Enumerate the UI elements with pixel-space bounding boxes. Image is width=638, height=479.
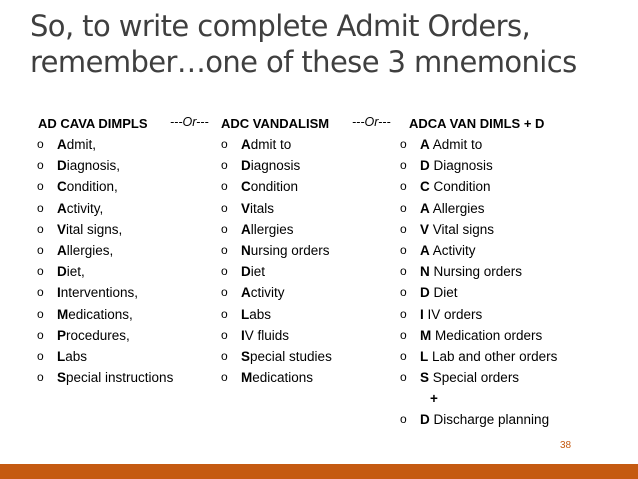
list-item: [400, 282, 557, 303]
list-item: [37, 219, 173, 240]
bullet-icon: o: [221, 221, 228, 236]
mnemonic-letter: S: [420, 370, 430, 386]
bullet-icon: o: [400, 285, 407, 300]
list-item: [37, 155, 173, 176]
mnemonic-letter: V: [420, 221, 430, 237]
mnemonic-letter: M: [420, 327, 432, 343]
list-item: [221, 261, 332, 282]
mnemonic-word: llergies,: [66, 242, 114, 258]
mnemonic-word: iet,: [66, 264, 85, 280]
mnemonic-word: dmit to: [250, 137, 292, 152]
list-item: [400, 346, 557, 367]
bullet-icon: o: [221, 200, 228, 215]
mnemonic-letter: A: [57, 242, 67, 258]
mnemonic-letter: A: [241, 221, 251, 237]
list-item: [400, 176, 557, 197]
mnemonic-letter: D: [420, 158, 430, 174]
list-item: [37, 346, 173, 367]
bullet-icon: o: [221, 242, 228, 257]
mnemonic-letter: D: [420, 285, 430, 301]
mnemonic-letter: S: [57, 370, 67, 386]
mnemonic-word: Medication orders: [431, 327, 543, 343]
list-item: [400, 198, 557, 219]
mnemonic-letter: M: [57, 306, 69, 322]
list-item: [37, 261, 173, 282]
mnemonic-letter: M: [241, 370, 253, 386]
mnemonic-column-ad-cava-dimpls: [38, 114, 173, 388]
plus-sign: +: [430, 391, 438, 407]
mnemonic-word: ctivity: [250, 285, 285, 301]
list-item: [400, 155, 557, 176]
mnemonic-word: Lab and other orders: [428, 348, 558, 364]
mnemonic-letter: N: [241, 242, 251, 258]
mnemonic-word: Discharge planning: [429, 412, 550, 428]
bullet-icon: o: [400, 200, 407, 215]
mnemonic-word: iagnosis: [250, 158, 301, 174]
column-heading: AD CAVA DIMPLS: [38, 116, 148, 131]
slide-title: So, to write complete Admit Orders, remember…one of these 3 mnemonics: [30, 9, 577, 79]
mnemonic-word: dmit,: [66, 137, 97, 152]
mnemonic-column-adca-van-dimls-d: [400, 114, 558, 431]
bullet-icon: o: [37, 327, 44, 342]
mnemonic-letter: D: [57, 158, 67, 174]
list-item: [37, 240, 173, 261]
column-heading: ADCA VAN DIMLS + D: [409, 116, 545, 131]
list-item: [221, 155, 332, 176]
mnemonic-letter: A: [57, 137, 67, 152]
mnemonic-letter: A: [420, 242, 430, 258]
bullet-icon: o: [37, 158, 44, 173]
bullet-icon: o: [221, 327, 228, 342]
bullet-icon: o: [37, 285, 44, 300]
list-item: [400, 261, 557, 282]
mnemonic-word: pecial instructions: [66, 370, 174, 386]
bullet-icon: o: [400, 370, 407, 385]
list-item: [400, 134, 557, 155]
mnemonic-letter: C: [241, 179, 251, 195]
mnemonic-word: Special orders: [429, 370, 520, 386]
bullet-icon: o: [221, 179, 228, 194]
list-item: [400, 409, 557, 430]
list-item: [400, 367, 557, 388]
bullet-icon: o: [400, 179, 407, 194]
mnemonic-letter: L: [241, 306, 250, 322]
bullet-icon: o: [221, 370, 228, 385]
list-item: [221, 240, 332, 261]
list-item: [400, 240, 557, 261]
mnemonic-word: nterventions,: [60, 285, 139, 301]
mnemonic-word: IV orders: [423, 306, 483, 322]
mnemonic-letter: C: [420, 179, 430, 195]
list-item: [221, 304, 332, 325]
list-item: [221, 282, 332, 303]
mnemonic-letter: A: [241, 137, 251, 152]
mnemonic-letter: L: [420, 348, 429, 364]
list-item: [400, 325, 557, 346]
or-separator: ---Or---: [170, 115, 209, 129]
list-item: [221, 346, 332, 367]
mnemonic-letter: A: [420, 200, 430, 216]
mnemonic-letter: L: [57, 348, 66, 364]
list-item: [37, 304, 173, 325]
mnemonic-letter: I: [57, 285, 61, 301]
mnemonic-word: Condition: [429, 179, 491, 195]
bullet-icon: o: [221, 348, 228, 363]
page-number: 38: [560, 440, 572, 451]
mnemonic-word: llergies: [250, 221, 294, 237]
mnemonic-letter: A: [57, 200, 67, 216]
mnemonic-word: abs: [249, 306, 272, 322]
bullet-icon: o: [400, 348, 407, 363]
mnemonic-letter: D: [420, 412, 430, 428]
bullet-icon: o: [400, 264, 407, 279]
mnemonic-letter: N: [420, 264, 430, 280]
mnemonic-word: iet: [250, 264, 266, 280]
mnemonic-word: ctivity,: [66, 200, 104, 216]
mnemonic-list: [400, 134, 557, 431]
mnemonic-word: itals: [250, 200, 275, 216]
list-item: [221, 176, 332, 197]
mnemonic-word: ursing orders: [250, 242, 330, 258]
mnemonic-letter: I: [420, 306, 424, 322]
mnemonic-word: ondition,: [66, 179, 118, 195]
mnemonic-letter: V: [241, 200, 251, 216]
list-item: [221, 367, 332, 388]
list-item: [37, 134, 173, 155]
bullet-icon: o: [37, 179, 44, 194]
mnemonic-word: Nursing orders: [429, 264, 523, 280]
column-heading: ADC VANDALISM: [221, 116, 330, 131]
bullet-icon: o: [400, 158, 407, 173]
bullet-icon: o: [400, 327, 407, 342]
bullet-icon: o: [221, 285, 228, 300]
mnemonic-word: Diagnosis: [429, 158, 493, 174]
bullet-icon: o: [37, 264, 44, 279]
bullet-icon: o: [221, 306, 228, 321]
list-item: [37, 325, 173, 346]
list-item: [221, 134, 332, 155]
mnemonic-letter: P: [57, 327, 67, 343]
list-item: [37, 367, 173, 388]
bullet-icon: o: [37, 242, 44, 257]
mnemonic-column-adc-vandalism: [221, 114, 332, 388]
bullet-icon: o: [37, 200, 44, 215]
mnemonic-word: Diet: [429, 285, 458, 301]
bullet-icon: o: [221, 264, 228, 279]
bullet-icon: o: [400, 242, 407, 257]
bullet-icon: o: [37, 348, 44, 363]
bullet-icon: o: [37, 306, 44, 321]
mnemonic-word: edications: [252, 370, 314, 386]
mnemonic-word: Activity: [429, 242, 476, 258]
mnemonic-letter: S: [241, 348, 251, 364]
mnemonic-word: Allergies: [429, 200, 485, 216]
bullet-icon: o: [400, 412, 407, 427]
bullet-icon: o: [400, 137, 407, 151]
mnemonic-word: edications,: [68, 306, 133, 322]
mnemonic-letter: D: [241, 158, 251, 174]
mnemonic-word: rocedures,: [66, 327, 130, 343]
mnemonic-letter: C: [57, 179, 67, 195]
list-item: [221, 325, 332, 346]
bullet-icon: o: [37, 370, 44, 385]
mnemonic-letter: D: [57, 264, 67, 280]
mnemonic-letter: I: [241, 327, 245, 343]
mnemonic-list: [37, 134, 173, 388]
list-item: [37, 176, 173, 197]
mnemonic-word: abs: [65, 348, 88, 364]
list-item: [37, 198, 173, 219]
bullet-icon: o: [400, 221, 407, 236]
mnemonic-letter: A: [420, 137, 430, 152]
mnemonic-word: ondition: [250, 179, 299, 195]
mnemonic-word: V fluids: [244, 327, 290, 343]
mnemonic-word: iagnosis,: [66, 158, 121, 174]
bullet-icon: o: [221, 137, 228, 151]
bullet-icon: o: [221, 158, 228, 173]
mnemonic-letter: A: [241, 285, 251, 301]
list-item: [221, 219, 332, 240]
mnemonic-word: pecial studies: [250, 348, 332, 364]
bullet-icon: o: [400, 306, 407, 321]
bullet-icon: o: [37, 221, 44, 236]
mnemonic-word: ital signs,: [66, 221, 123, 237]
mnemonic-word: Admit to: [429, 137, 483, 152]
or-separator: ---Or---: [352, 115, 391, 129]
list-item: [221, 198, 332, 219]
mnemonic-list: [221, 134, 332, 388]
footer-accent-bar: [0, 464, 638, 479]
mnemonic-letter: D: [241, 264, 251, 280]
mnemonic-word: Vital signs: [429, 221, 495, 237]
bullet-icon: o: [37, 137, 44, 151]
list-item: [37, 282, 173, 303]
list-item: [400, 304, 557, 325]
mnemonic-letter: V: [57, 221, 67, 237]
list-item: [400, 219, 557, 240]
